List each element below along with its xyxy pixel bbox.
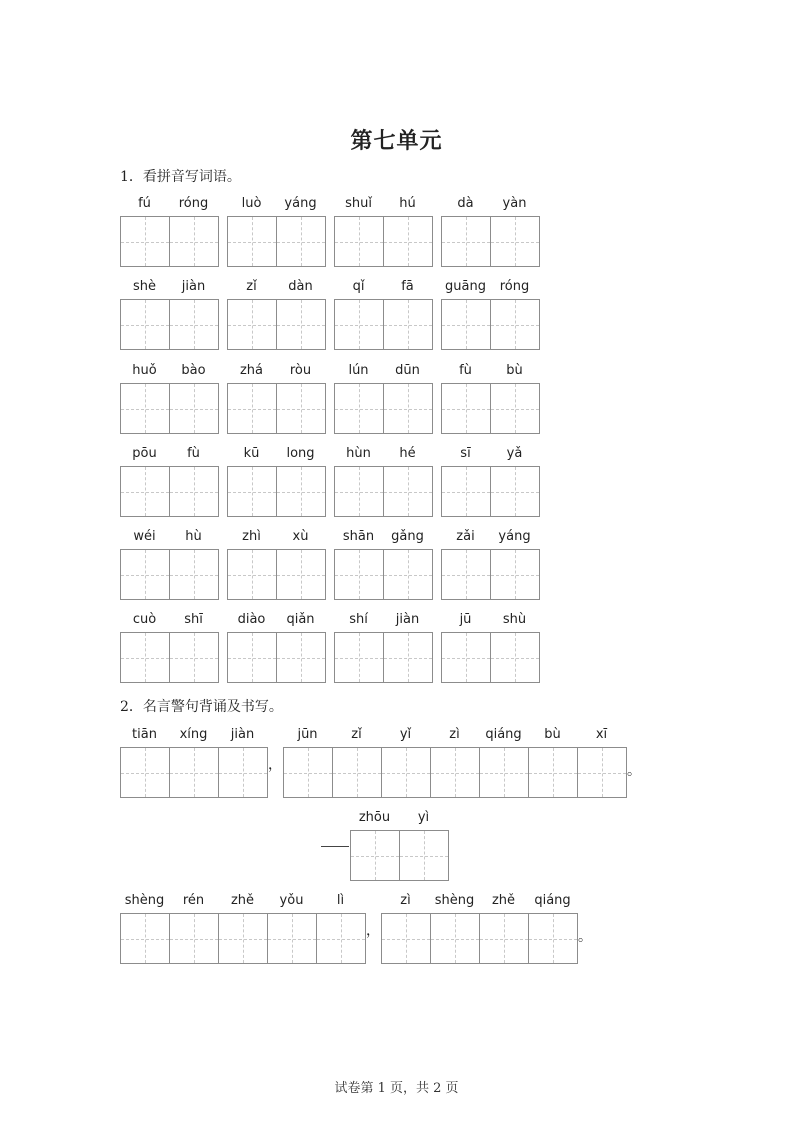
pinyin-label: zì bbox=[449, 727, 460, 742]
word-group bbox=[227, 363, 325, 434]
pinyin-label: zhě bbox=[491, 893, 516, 908]
word-group bbox=[120, 196, 218, 267]
page-footer: 试卷第 1 页，共 2 页 bbox=[334, 1081, 459, 1096]
word-boxes bbox=[441, 446, 539, 517]
writing-box[interactable] bbox=[441, 216, 490, 267]
pinyin-label: luò bbox=[241, 196, 262, 211]
word-group bbox=[227, 196, 325, 267]
writing-box[interactable] bbox=[441, 299, 490, 350]
character-cell bbox=[334, 279, 383, 350]
writing-box[interactable] bbox=[218, 747, 268, 798]
pinyin-label: zǎi bbox=[456, 529, 475, 544]
pinyin-label: jiàn bbox=[230, 727, 255, 742]
word-group bbox=[334, 612, 432, 683]
writing-box[interactable] bbox=[120, 216, 169, 267]
pinyin-label: qiáng bbox=[485, 727, 522, 742]
pinyin-label: bù bbox=[544, 727, 561, 742]
pinyin-label: shī bbox=[184, 612, 203, 627]
character-cell bbox=[441, 529, 490, 600]
writing-box[interactable] bbox=[381, 913, 430, 964]
character-cell bbox=[528, 893, 577, 964]
pinyin-label: zhě bbox=[230, 893, 255, 908]
writing-box[interactable] bbox=[227, 632, 276, 683]
character-cell bbox=[332, 727, 381, 798]
character-cell bbox=[120, 893, 169, 964]
word-group bbox=[334, 363, 432, 434]
word-boxes bbox=[120, 279, 218, 350]
writing-box[interactable] bbox=[120, 466, 169, 517]
pinyin-label: wéi bbox=[133, 529, 156, 544]
character-cell bbox=[276, 612, 325, 683]
pinyin-label: kū bbox=[243, 446, 260, 461]
character-cell bbox=[383, 612, 432, 683]
word-boxes bbox=[441, 612, 539, 683]
writing-box[interactable] bbox=[227, 549, 276, 600]
writing-box[interactable] bbox=[227, 466, 276, 517]
word-boxes bbox=[227, 612, 325, 683]
word-group bbox=[120, 529, 218, 600]
writing-box[interactable] bbox=[383, 383, 433, 434]
pinyin-label: zhōu bbox=[358, 810, 391, 825]
word-group bbox=[227, 612, 325, 683]
word-group bbox=[120, 279, 218, 350]
word-group bbox=[120, 446, 218, 517]
writing-box[interactable] bbox=[441, 632, 490, 683]
writing-box[interactable] bbox=[430, 747, 479, 798]
pinyin-label: huǒ bbox=[132, 363, 157, 378]
writing-box[interactable] bbox=[332, 747, 381, 798]
writing-box[interactable] bbox=[120, 299, 169, 350]
word-boxes bbox=[227, 529, 325, 600]
character-cell bbox=[169, 279, 218, 350]
writing-box[interactable] bbox=[383, 216, 433, 267]
writing-box[interactable] bbox=[528, 747, 577, 798]
pinyin-label: xíng bbox=[179, 727, 208, 742]
writing-box[interactable] bbox=[276, 549, 326, 600]
pinyin-label: róng bbox=[499, 279, 530, 294]
word-boxes bbox=[120, 529, 218, 600]
character-cell bbox=[218, 727, 267, 798]
character-cell bbox=[227, 363, 276, 434]
character-cell bbox=[169, 529, 218, 600]
word-boxes bbox=[441, 363, 539, 434]
character-cell bbox=[430, 727, 479, 798]
pinyin-label: shù bbox=[502, 612, 527, 627]
attribution-dash bbox=[321, 846, 349, 847]
writing-box[interactable] bbox=[441, 549, 490, 600]
writing-box[interactable] bbox=[334, 383, 383, 434]
pinyin-label: bù bbox=[506, 363, 523, 378]
writing-box[interactable] bbox=[334, 466, 383, 517]
question-2-label: 2．名言警句背诵及书写。 bbox=[120, 699, 283, 715]
writing-box[interactable] bbox=[577, 747, 627, 798]
character-cell bbox=[490, 529, 539, 600]
writing-box[interactable] bbox=[490, 299, 540, 350]
writing-box[interactable] bbox=[120, 549, 169, 600]
character-cell bbox=[334, 446, 383, 517]
pinyin-label: yì bbox=[417, 810, 430, 825]
pinyin-label: rén bbox=[182, 893, 205, 908]
word-boxes bbox=[120, 196, 218, 267]
quote-line-1b bbox=[283, 727, 626, 798]
writing-box[interactable] bbox=[276, 299, 326, 350]
character-cell bbox=[441, 612, 490, 683]
word-boxes bbox=[227, 363, 325, 434]
character-cell bbox=[169, 612, 218, 683]
pinyin-label: jūn bbox=[297, 727, 318, 742]
pinyin-label: róng bbox=[178, 196, 209, 211]
pinyin-label: bào bbox=[181, 363, 206, 378]
character-cell bbox=[120, 529, 169, 600]
character-cell bbox=[479, 727, 528, 798]
character-cell bbox=[490, 196, 539, 267]
comma: ， bbox=[366, 923, 380, 939]
pinyin-label: fù bbox=[459, 363, 472, 378]
character-cell bbox=[169, 727, 218, 798]
pinyin-label: yǒu bbox=[279, 893, 304, 908]
pinyin-label: sī bbox=[460, 446, 471, 461]
pinyin-label: cuò bbox=[132, 612, 157, 627]
character-cell bbox=[169, 196, 218, 267]
quote-1-part-1 bbox=[120, 727, 267, 798]
character-cell bbox=[227, 612, 276, 683]
pinyin-label: dūn bbox=[395, 363, 420, 378]
writing-box[interactable] bbox=[120, 383, 169, 434]
character-cell bbox=[120, 727, 169, 798]
character-cell bbox=[276, 279, 325, 350]
writing-box[interactable] bbox=[490, 216, 540, 267]
character-cell bbox=[120, 363, 169, 434]
pinyin-label: qiǎn bbox=[286, 612, 315, 627]
writing-box[interactable] bbox=[120, 632, 169, 683]
pinyin-label: yǐ bbox=[399, 727, 412, 742]
writing-box[interactable] bbox=[479, 747, 528, 798]
pinyin-label: shuǐ bbox=[345, 196, 372, 211]
pinyin-label: qiáng bbox=[534, 893, 571, 908]
pinyin-label: shān bbox=[342, 529, 375, 544]
pinyin-label: yǎ bbox=[506, 446, 523, 461]
character-cell bbox=[227, 529, 276, 600]
writing-box[interactable] bbox=[169, 216, 219, 267]
writing-box[interactable] bbox=[490, 466, 540, 517]
character-cell bbox=[227, 446, 276, 517]
pinyin-label: dà bbox=[457, 196, 474, 211]
character-cell bbox=[276, 529, 325, 600]
pinyin-label: lì bbox=[336, 893, 345, 908]
writing-box[interactable] bbox=[276, 216, 326, 267]
writing-box[interactable] bbox=[169, 383, 219, 434]
word-group bbox=[441, 612, 539, 683]
comma: ， bbox=[268, 757, 282, 773]
pinyin-label: gǎng bbox=[391, 529, 424, 544]
writing-box[interactable] bbox=[441, 466, 490, 517]
writing-box[interactable] bbox=[169, 747, 218, 798]
word-boxes bbox=[334, 529, 432, 600]
character-cell bbox=[381, 727, 430, 798]
character-cell bbox=[283, 727, 332, 798]
pinyin-label: fā bbox=[401, 279, 414, 294]
writing-box[interactable] bbox=[334, 549, 383, 600]
word-group bbox=[120, 612, 218, 683]
pinyin-label: yàn bbox=[502, 196, 527, 211]
character-cell bbox=[276, 363, 325, 434]
pinyin-label: hù bbox=[185, 529, 202, 544]
writing-box[interactable] bbox=[169, 299, 219, 350]
character-cell bbox=[334, 612, 383, 683]
character-cell bbox=[441, 279, 490, 350]
writing-box[interactable] bbox=[283, 747, 332, 798]
word-group bbox=[227, 446, 325, 517]
character-cell bbox=[577, 727, 626, 798]
character-cell bbox=[383, 279, 432, 350]
character-cell bbox=[120, 196, 169, 267]
character-cell bbox=[316, 893, 365, 964]
quote-2-part-2 bbox=[381, 893, 577, 964]
word-group bbox=[227, 529, 325, 600]
writing-box[interactable] bbox=[169, 913, 218, 964]
pinyin-label: yáng bbox=[284, 196, 317, 211]
character-cell bbox=[227, 279, 276, 350]
writing-box[interactable] bbox=[120, 747, 169, 798]
character-cell bbox=[334, 529, 383, 600]
writing-box[interactable] bbox=[227, 299, 276, 350]
quote-line-2b bbox=[381, 893, 577, 964]
writing-box[interactable] bbox=[350, 830, 399, 881]
character-cell bbox=[120, 446, 169, 517]
character-cell bbox=[441, 446, 490, 517]
pinyin-label: xù bbox=[292, 529, 309, 544]
writing-box[interactable] bbox=[276, 383, 326, 434]
pinyin-label: jiàn bbox=[395, 612, 420, 627]
writing-box[interactable] bbox=[490, 549, 540, 600]
character-cell bbox=[441, 196, 490, 267]
word-boxes bbox=[227, 446, 325, 517]
pinyin-label: shèng bbox=[124, 893, 165, 908]
word-boxes bbox=[441, 529, 539, 600]
word-group bbox=[334, 196, 432, 267]
word-boxes bbox=[120, 612, 218, 683]
word-boxes bbox=[334, 279, 432, 350]
pinyin-label: zì bbox=[400, 893, 411, 908]
word-boxes bbox=[334, 363, 432, 434]
pinyin-label: zhá bbox=[239, 363, 264, 378]
writing-box[interactable] bbox=[169, 632, 219, 683]
character-cell bbox=[528, 727, 577, 798]
page-title: 第七单元 bbox=[350, 128, 443, 154]
pinyin-label: hé bbox=[399, 446, 416, 461]
pinyin-label: hú bbox=[399, 196, 416, 211]
character-cell bbox=[490, 612, 539, 683]
character-cell bbox=[490, 279, 539, 350]
character-cell bbox=[381, 893, 430, 964]
character-cell bbox=[267, 893, 316, 964]
pinyin-label: guāng bbox=[445, 279, 486, 294]
word-boxes bbox=[120, 446, 218, 517]
question-1-label: 1．看拼音写词语。 bbox=[120, 169, 241, 185]
writing-box[interactable] bbox=[383, 299, 433, 350]
character-cell bbox=[399, 810, 448, 881]
pinyin-label: ròu bbox=[289, 363, 312, 378]
word-group bbox=[441, 363, 539, 434]
pinyin-label: yáng bbox=[498, 529, 531, 544]
character-cell bbox=[227, 196, 276, 267]
word-group bbox=[334, 529, 432, 600]
writing-box[interactable] bbox=[479, 913, 528, 964]
character-cell bbox=[383, 529, 432, 600]
character-cell bbox=[120, 279, 169, 350]
pinyin-label: lún bbox=[348, 363, 369, 378]
attribution-boxes bbox=[350, 810, 448, 881]
character-cell bbox=[490, 363, 539, 434]
writing-box[interactable] bbox=[169, 466, 219, 517]
character-cell bbox=[120, 612, 169, 683]
writing-box[interactable] bbox=[383, 549, 433, 600]
writing-box[interactable] bbox=[399, 830, 449, 881]
word-group bbox=[441, 196, 539, 267]
writing-box[interactable] bbox=[490, 632, 540, 683]
attribution-line bbox=[350, 810, 448, 881]
character-cell bbox=[276, 446, 325, 517]
character-cell bbox=[169, 893, 218, 964]
word-boxes bbox=[334, 446, 432, 517]
writing-box[interactable] bbox=[276, 632, 326, 683]
word-group bbox=[334, 446, 432, 517]
character-cell bbox=[490, 446, 539, 517]
word-boxes bbox=[441, 196, 539, 267]
character-cell bbox=[350, 810, 399, 881]
pinyin-label: fù bbox=[187, 446, 200, 461]
writing-box[interactable] bbox=[490, 383, 540, 434]
character-cell bbox=[441, 363, 490, 434]
pinyin-label: jiàn bbox=[181, 279, 206, 294]
writing-box[interactable] bbox=[430, 913, 479, 964]
pinyin-label: shè bbox=[132, 279, 156, 294]
period: 。 bbox=[578, 929, 592, 945]
quote-1-part-2 bbox=[283, 727, 626, 798]
pinyin-label: fú bbox=[138, 196, 151, 211]
writing-box[interactable] bbox=[267, 913, 316, 964]
writing-box[interactable] bbox=[383, 466, 433, 517]
character-cell bbox=[383, 446, 432, 517]
pinyin-label: shí bbox=[349, 612, 368, 627]
writing-box[interactable] bbox=[334, 632, 383, 683]
word-boxes bbox=[334, 196, 432, 267]
character-cell bbox=[479, 893, 528, 964]
writing-box[interactable] bbox=[383, 632, 433, 683]
pinyin-label: long bbox=[286, 446, 315, 461]
word-group bbox=[441, 529, 539, 600]
pinyin-label: diào bbox=[237, 612, 266, 627]
word-boxes bbox=[334, 612, 432, 683]
pinyin-label: dàn bbox=[288, 279, 313, 294]
writing-box[interactable] bbox=[227, 383, 276, 434]
pinyin-label: jū bbox=[459, 612, 472, 627]
writing-box[interactable] bbox=[120, 913, 169, 964]
character-cell bbox=[218, 893, 267, 964]
word-boxes bbox=[227, 279, 325, 350]
character-cell bbox=[334, 196, 383, 267]
writing-box[interactable] bbox=[218, 913, 267, 964]
pinyin-label: pōu bbox=[132, 446, 157, 461]
writing-box[interactable] bbox=[528, 913, 578, 964]
word-boxes bbox=[120, 363, 218, 434]
writing-box[interactable] bbox=[276, 466, 326, 517]
writing-box[interactable] bbox=[441, 383, 490, 434]
word-group bbox=[120, 363, 218, 434]
word-group bbox=[441, 279, 539, 350]
writing-box[interactable] bbox=[334, 299, 383, 350]
character-cell bbox=[430, 893, 479, 964]
pinyin-label: xī bbox=[595, 727, 608, 742]
pinyin-label: tiān bbox=[132, 727, 157, 742]
character-cell bbox=[276, 196, 325, 267]
word-group bbox=[227, 279, 325, 350]
pinyin-label: hùn bbox=[346, 446, 371, 461]
character-cell bbox=[334, 363, 383, 434]
pinyin-label: zǐ bbox=[351, 727, 362, 742]
writing-box[interactable] bbox=[381, 747, 430, 798]
pinyin-label: shèng bbox=[434, 893, 475, 908]
quote-2-part-1 bbox=[120, 893, 365, 964]
pinyin-label: zǐ bbox=[246, 279, 257, 294]
pinyin-label: qǐ bbox=[352, 279, 365, 294]
quote-line-2 bbox=[120, 893, 365, 964]
character-cell bbox=[169, 363, 218, 434]
character-cell bbox=[383, 196, 432, 267]
pinyin-label: zhì bbox=[242, 529, 261, 544]
quote-line-1 bbox=[120, 727, 267, 798]
writing-box[interactable] bbox=[227, 216, 276, 267]
word-group bbox=[441, 446, 539, 517]
writing-box[interactable] bbox=[316, 913, 366, 964]
word-boxes bbox=[441, 279, 539, 350]
character-cell bbox=[383, 363, 432, 434]
period: 。 bbox=[627, 763, 641, 779]
writing-box[interactable] bbox=[334, 216, 383, 267]
writing-box[interactable] bbox=[169, 549, 219, 600]
character-cell bbox=[169, 446, 218, 517]
word-boxes bbox=[227, 196, 325, 267]
word-group bbox=[334, 279, 432, 350]
